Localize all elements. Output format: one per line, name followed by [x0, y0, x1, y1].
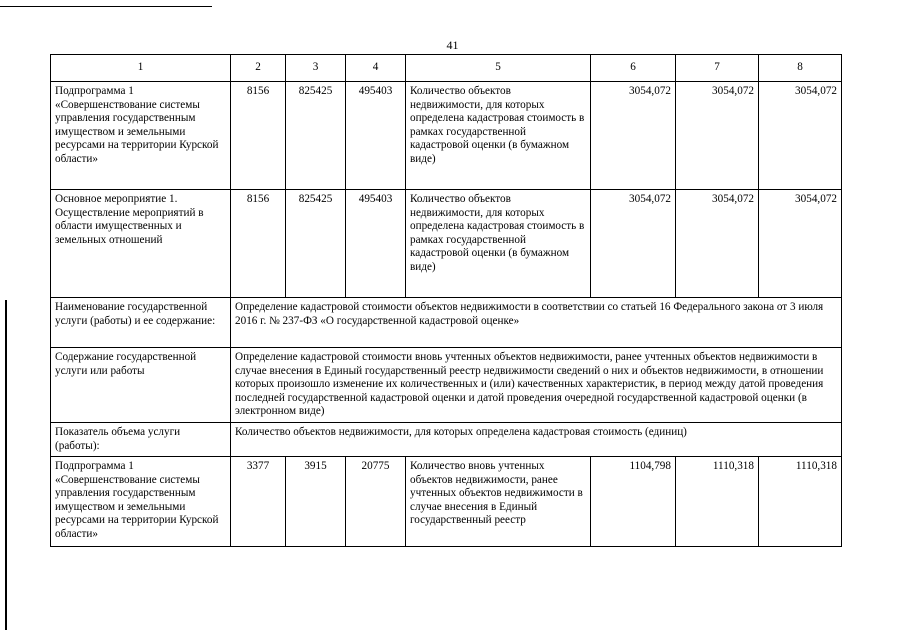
cell-value: 1110,318: [676, 457, 759, 547]
cell-value: 3054,072: [759, 190, 842, 298]
column-header: 4: [346, 55, 406, 82]
cell-value: 3054,072: [759, 82, 842, 190]
service-name-label: Наименование государственной услуги (работы) и ее содержание:: [51, 298, 231, 348]
indicator-text: Количество вновь учтенных объектов недвижимости, ранее учтенных объектов недвижимости в случае внесения в Единый государственный реестр: [406, 457, 591, 547]
cell-value: 495403: [346, 82, 406, 190]
column-header: 1: [51, 55, 231, 82]
cell-value: 8156: [231, 82, 286, 190]
cell-value: 1110,318: [759, 457, 842, 547]
column-header: 5: [406, 55, 591, 82]
column-header: 7: [676, 55, 759, 82]
data-table: [50, 54, 842, 547]
indicator-text: Количество объектов недвижимости, для которых определена кадастровая стоимость в рамках государственной кадастровой оценки (в бумажном виде): [406, 190, 591, 298]
left-margin-mark: [5, 300, 7, 630]
service-name-text: Определение кадастровой стоимости объектов недвижимости в соответствии со статьей 16 Федерального закона от 3 июля 2016 г. № 237-ФЗ «О государственной кадастровой оценке»: [231, 298, 842, 348]
cell-value: 1104,798: [591, 457, 676, 547]
service-content-text: Определение кадастровой стоимости вновь учтенных объектов недвижимости, ранее учтенных объектов недвижимости в случае внесения в Единый государственный реестр недвижимости сведений о них и объектов недвижимости, в отношении которых произошло изменение их количественных и (или) качественных характеристик, в период между датой проведения последней государственной кадастровой оценки и датой проведения очередной государственной кадастровой оценки (в электронном виде): [231, 348, 842, 423]
header-row: [51, 55, 842, 82]
cell-value: 20775: [346, 457, 406, 547]
row-name: Подпрограмма 1 «Совершенствование системы управления государственным имуществом и земельными ресурсами на территории Курской области»: [51, 457, 231, 547]
cell-value: 3054,072: [676, 82, 759, 190]
cell-value: 3915: [286, 457, 346, 547]
column-header: 6: [591, 55, 676, 82]
cell-value: 825425: [286, 82, 346, 190]
cell-value: 495403: [346, 190, 406, 298]
column-header: 2: [231, 55, 286, 82]
page-number: 41: [446, 38, 459, 52]
row-name: Основное мероприятие 1. Осуществление мероприятий в области имущественных и земельных отношений: [51, 190, 231, 298]
table-row: [51, 82, 842, 190]
table-row: [51, 457, 842, 547]
cell-value: 8156: [231, 190, 286, 298]
volume-indicator-text: Количество объектов недвижимости, для которых определена кадастровая стоимость (единиц): [231, 423, 842, 457]
service-content-row: [51, 348, 842, 423]
service-content-label: Содержание государственной услуги или работы: [51, 348, 231, 423]
table-row: [51, 190, 842, 298]
row-name: Подпрограмма 1 «Совершенствование системы управления государственным имуществом и земельными ресурсами на территории Курской области»: [51, 82, 231, 190]
cell-value: 825425: [286, 190, 346, 298]
top-rule: [0, 6, 212, 7]
cell-value: 3054,072: [676, 190, 759, 298]
column-header: 8: [759, 55, 842, 82]
cell-value: 3377: [231, 457, 286, 547]
indicator-text: Количество объектов недвижимости, для которых определена кадастровая стоимость в рамках государственной кадастровой оценки (в бумажном виде): [406, 82, 591, 190]
cell-value: 3054,072: [591, 82, 676, 190]
volume-indicator-row: [51, 423, 842, 457]
service-name-row: [51, 298, 842, 348]
cell-value: 3054,072: [591, 190, 676, 298]
column-header: 3: [286, 55, 346, 82]
volume-indicator-label: Показатель объема услуги (работы):: [51, 423, 231, 457]
